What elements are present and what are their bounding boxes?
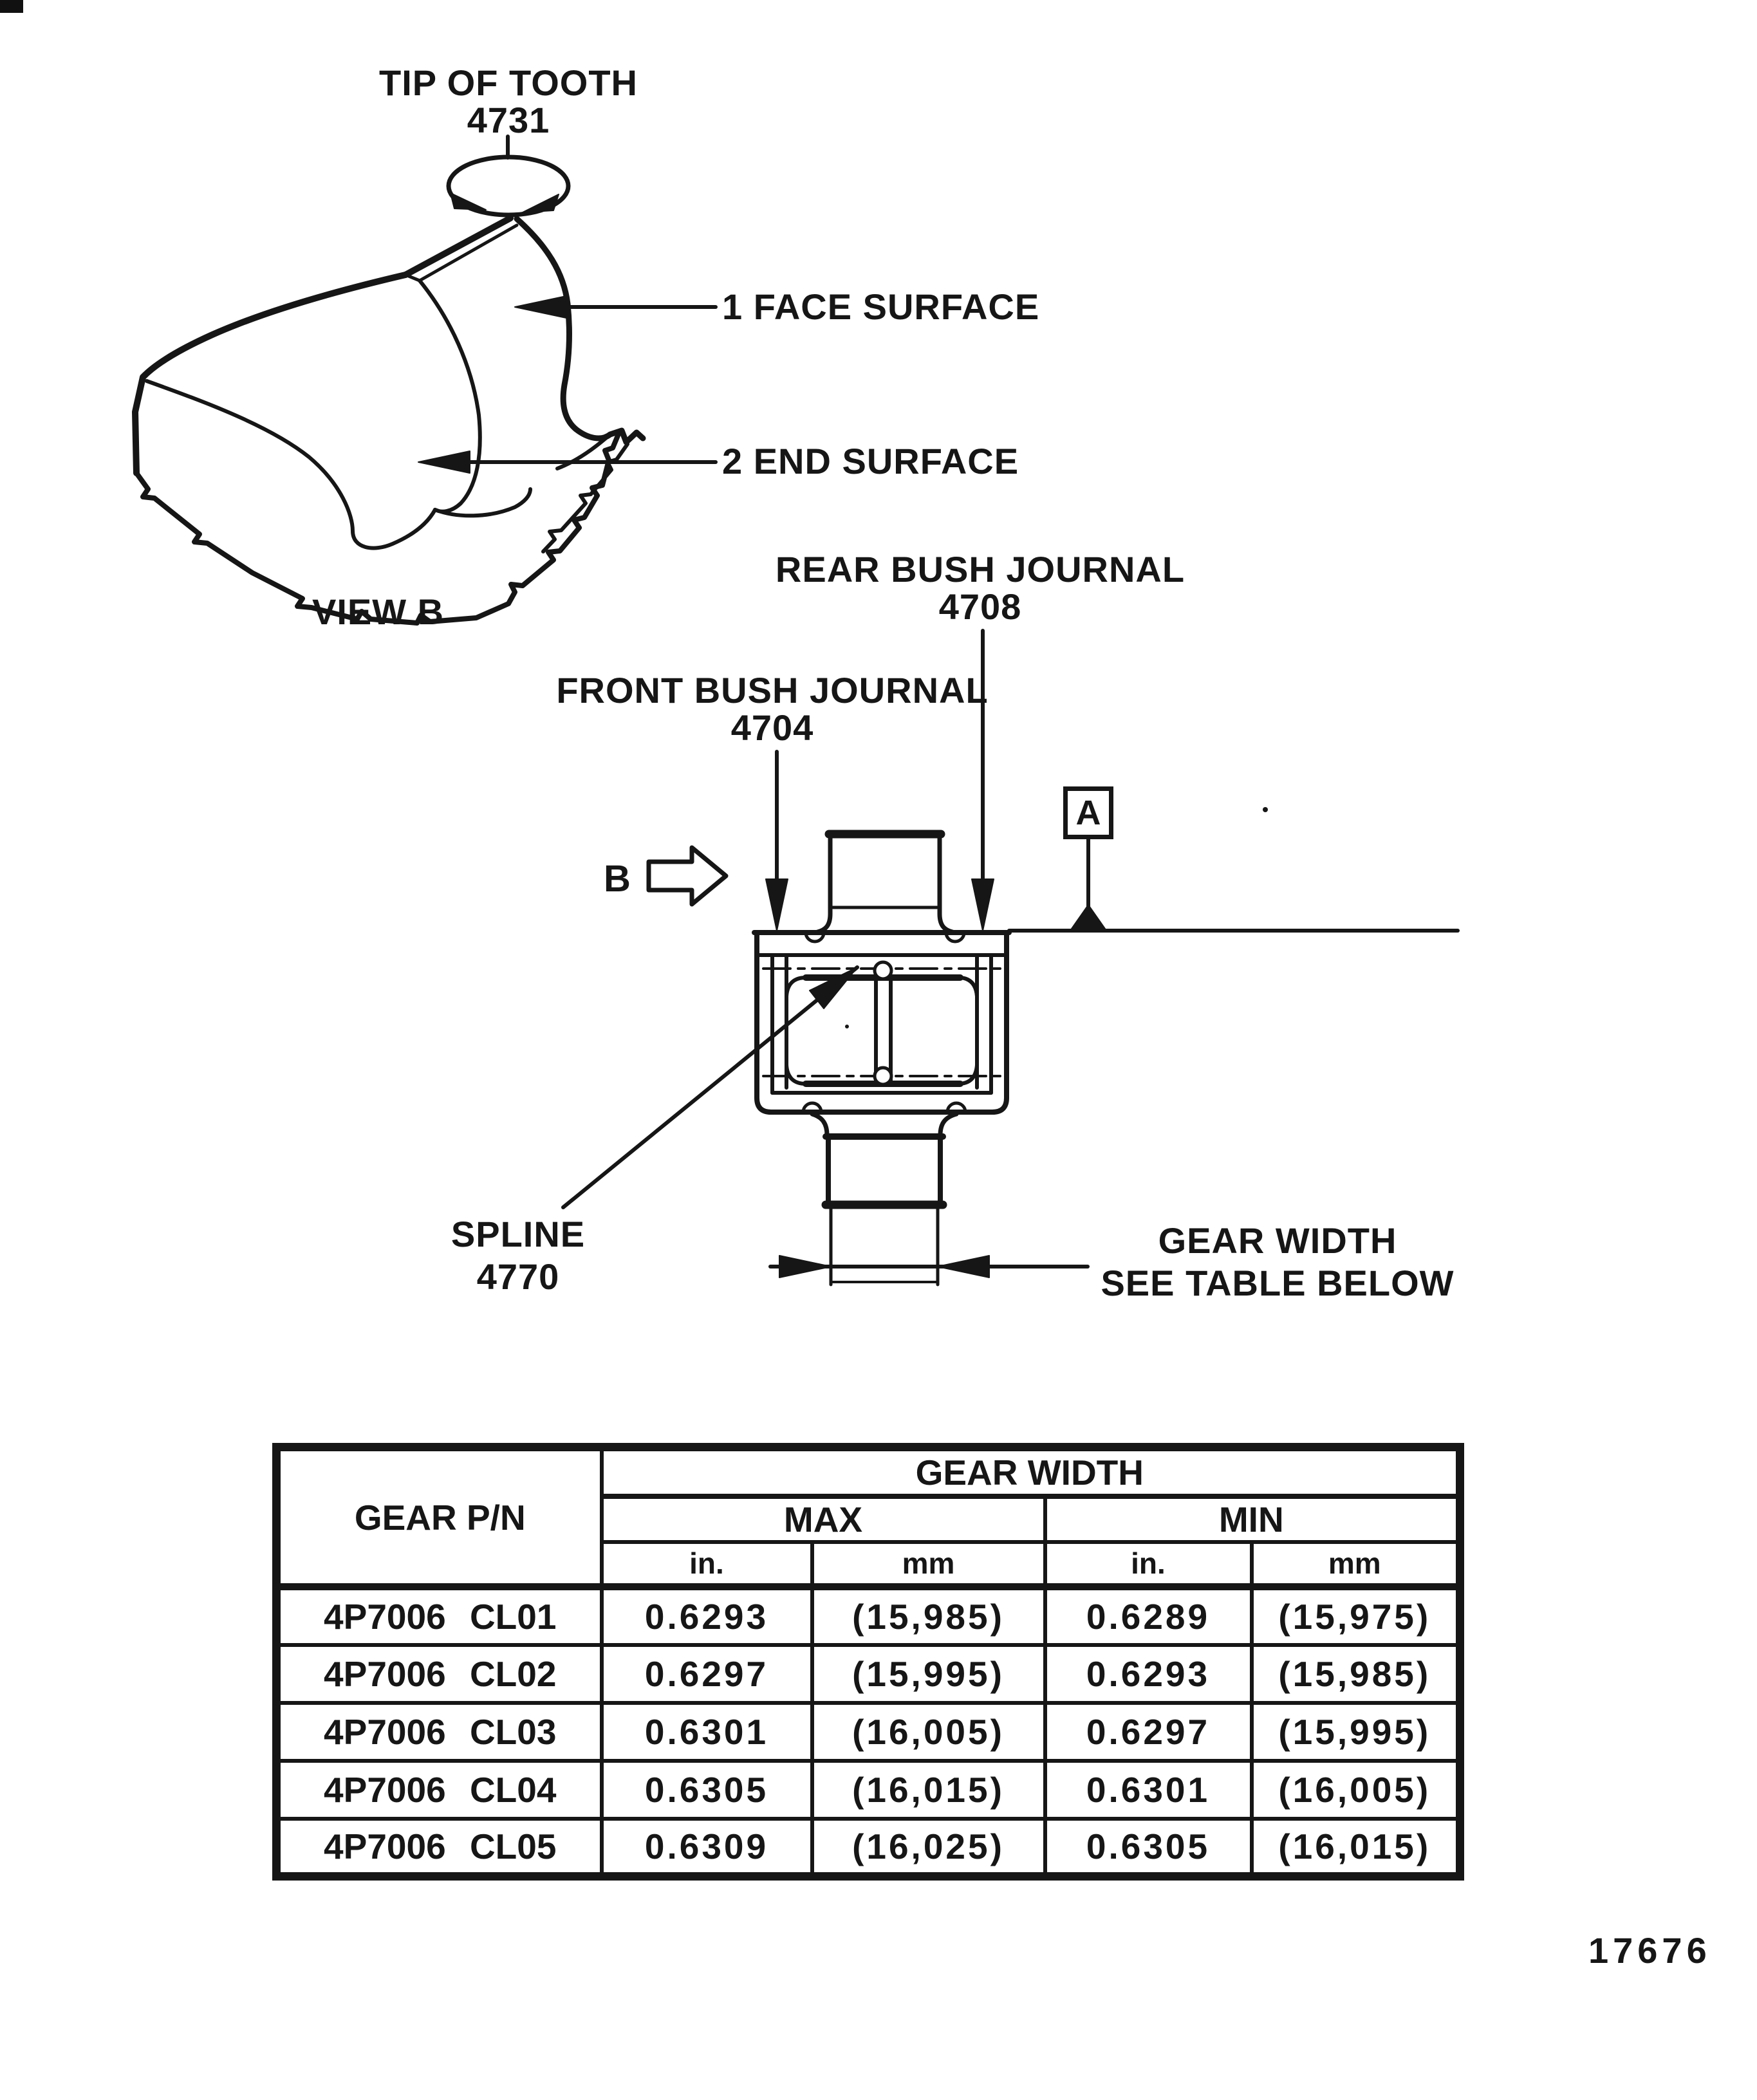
- spline-text: SPLINE: [451, 1214, 586, 1254]
- gear-width-text: GEAR WIDTH: [1158, 1220, 1397, 1261]
- gear-width-dimension: [770, 1256, 1088, 1278]
- face-surface-label: 1 FACE SURFACE: [722, 286, 1040, 327]
- gear-width-header-cell: GEAR WIDTH: [602, 1447, 1460, 1496]
- min-in-cell: 0.6305: [1045, 1819, 1252, 1877]
- table-row: [277, 1645, 1460, 1703]
- table-row: [277, 1819, 1460, 1877]
- unit-cell-mm-min: mm: [1252, 1542, 1460, 1587]
- min-in-cell: 0.6289: [1045, 1587, 1252, 1645]
- min-mm-cell: (15,985): [1252, 1645, 1460, 1703]
- pn-cell: 4P7006 CL02: [277, 1645, 602, 1703]
- gear-width-label: [1097, 1220, 1458, 1305]
- front-bush-journal-text: FRONT BUSH JOURNAL: [556, 670, 989, 711]
- rear-bush-journal-label: [732, 551, 1228, 626]
- rear-bush-journal-number: 4708: [938, 586, 1022, 627]
- datum-a-box: [1063, 786, 1113, 839]
- min-in-cell: 0.6297: [1045, 1703, 1252, 1761]
- table-group-header-row: [277, 1447, 1460, 1496]
- scan-specks: [845, 807, 1268, 1028]
- table-row: [277, 1587, 1460, 1645]
- max-mm-cell: (15,985): [812, 1587, 1045, 1645]
- max-mm-cell: (16,025): [812, 1819, 1045, 1877]
- gear-width-see-table-text: SEE TABLE BELOW: [1101, 1263, 1455, 1303]
- max-in-cell: 0.6305: [602, 1761, 812, 1819]
- spline-label: [422, 1213, 615, 1298]
- view-b-label: VIEW B: [312, 591, 445, 632]
- min-mm-cell: (16,015): [1252, 1819, 1460, 1877]
- max-mm-cell: (16,005): [812, 1703, 1045, 1761]
- max-header-cell: MAX: [602, 1496, 1045, 1542]
- max-in-cell: 0.6293: [602, 1587, 812, 1645]
- min-mm-cell: (15,995): [1252, 1703, 1460, 1761]
- tip-of-tooth-label: [315, 64, 702, 139]
- max-in-cell: 0.6309: [602, 1819, 812, 1877]
- spline-leader: [563, 967, 857, 1207]
- view-direction-letter: B: [604, 858, 631, 900]
- rear-bush-journal-text: REAR BUSH JOURNAL: [775, 549, 1185, 590]
- gear-pn-header-cell: GEAR P/N: [277, 1447, 602, 1587]
- min-in-cell: 0.6293: [1045, 1645, 1252, 1703]
- min-header-cell: MIN: [1045, 1496, 1460, 1542]
- end-surface-label: 2 END SURFACE: [722, 441, 1019, 481]
- spline-number: 4770: [476, 1256, 560, 1297]
- min-in-cell: 0.6301: [1045, 1761, 1252, 1819]
- cross-section-drawing: [754, 834, 1009, 1285]
- datum-a-letter: A: [1075, 794, 1101, 832]
- tip-of-tooth-text: TIP OF TOOTH: [379, 62, 638, 103]
- max-mm-cell: (16,015): [812, 1761, 1045, 1819]
- tip-of-tooth-number: 4731: [467, 100, 550, 140]
- view-b-arrow: [649, 848, 726, 904]
- unit-cell-in-max: in.: [602, 1542, 812, 1587]
- unit-cell-in-min: in.: [1045, 1542, 1252, 1587]
- pn-cell: 4P7006 CL01: [277, 1587, 602, 1645]
- table-row: [277, 1761, 1460, 1819]
- gear-width-table: [272, 1443, 1464, 1881]
- figure-number: 17676: [1588, 1930, 1711, 1971]
- pn-cell: 4P7006 CL04: [277, 1761, 602, 1819]
- max-mm-cell: (15,995): [812, 1645, 1045, 1703]
- unit-cell-mm-max: mm: [812, 1542, 1045, 1587]
- pn-cell: 4P7006 CL05: [277, 1819, 602, 1877]
- table-row: [277, 1703, 1460, 1761]
- pn-cell: 4P7006 CL03: [277, 1703, 602, 1761]
- front-bush-journal-label: [525, 672, 1020, 747]
- gear-tooth-sketch: [135, 136, 643, 623]
- min-mm-cell: (16,005): [1252, 1761, 1460, 1819]
- min-mm-cell: (15,975): [1252, 1587, 1460, 1645]
- max-in-cell: 0.6297: [602, 1645, 812, 1703]
- datum-symbol: [1009, 839, 1458, 931]
- max-in-cell: 0.6301: [602, 1703, 812, 1761]
- front-bush-journal-number: 4704: [730, 707, 814, 748]
